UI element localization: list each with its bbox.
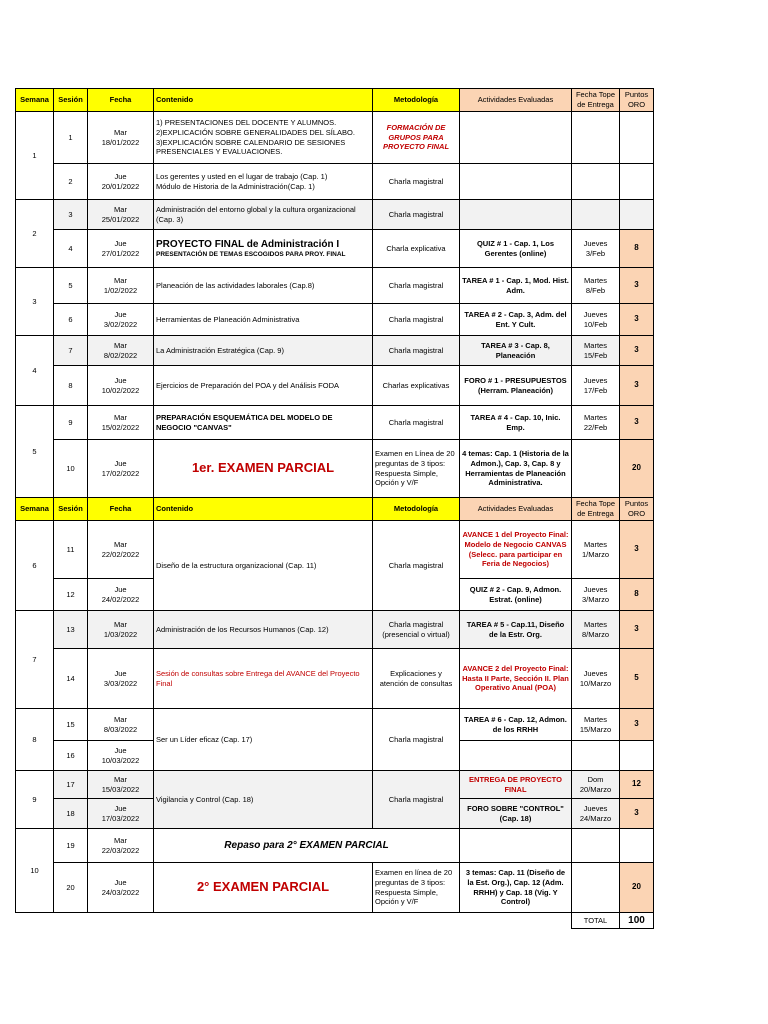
- session-points: 20: [620, 440, 654, 498]
- session-deadline: Martes 22/Feb: [572, 406, 620, 440]
- session-number: 11: [54, 521, 88, 579]
- session-date: Mar 1/03/2022: [88, 611, 154, 649]
- exam-title: 1er. EXAMEN PARCIAL: [154, 440, 373, 498]
- session-points: 3: [620, 521, 654, 579]
- session-methodology: Charla magistral: [373, 521, 460, 611]
- session-activity: TAREA # 1 - Cap. 1, Mod. Hist. Adm.: [460, 268, 572, 304]
- session-points: [620, 829, 654, 863]
- session-activity: QUIZ # 2 - Cap. 9, Admon. Estrat. (online): [460, 579, 572, 611]
- session-date: Jue 10/02/2022: [88, 366, 154, 406]
- session-number: 9: [54, 406, 88, 440]
- session-deadline: Dom 20/Marzo: [572, 771, 620, 799]
- session-deadline: [572, 164, 620, 200]
- session-points: 3: [620, 709, 654, 741]
- session-date: Jue 17/02/2022: [88, 440, 154, 498]
- session-deadline: Jueves 3/Marzo: [572, 579, 620, 611]
- session-points: 3: [620, 304, 654, 336]
- session-methodology: Charla magistral (presencial o virtual): [373, 611, 460, 649]
- session-activity: [460, 200, 572, 230]
- table-row: [16, 440, 654, 498]
- table-row: [16, 406, 654, 440]
- session-deadline: [572, 863, 620, 913]
- session-activity: [460, 112, 572, 164]
- week-cell: 4: [16, 336, 54, 406]
- table-row: [16, 336, 654, 366]
- session-deadline: Jueves 17/Feb: [572, 366, 620, 406]
- session-number: 8: [54, 366, 88, 406]
- session-content: Los gerentes y usted en el lugar de trabajo (Cap. 1) Módulo de Historia de la Administración(Cap. 1): [154, 164, 373, 200]
- header-semana: Semana: [16, 498, 54, 521]
- session-date: Mar 8/03/2022: [88, 709, 154, 741]
- session-date: Jue 3/03/2022: [88, 649, 154, 709]
- table-row: [16, 366, 654, 406]
- session-content: Vigilancia y Control (Cap. 18): [154, 771, 373, 829]
- session-activity: TAREA # 6 - Cap. 12, Admon. de los RRHH: [460, 709, 572, 741]
- session-date: Mar 22/02/2022: [88, 521, 154, 579]
- table-row: [16, 268, 654, 304]
- session-points: 3: [620, 799, 654, 829]
- week-cell: 3: [16, 268, 54, 336]
- session-methodology: Charla magistral: [373, 336, 460, 366]
- session-deadline: [572, 741, 620, 771]
- session-number: 1: [54, 112, 88, 164]
- session-points: 3: [620, 336, 654, 366]
- session-deadline: [572, 440, 620, 498]
- session-activity: FORO SOBRE "CONTROL" (Cap. 18): [460, 799, 572, 829]
- session-activity: 3 temas: Cap. 11 (Diseño de la Est. Org.), Cap. 12 (Adm. RRHH) y Cap. 18 (Vig. Y Control): [460, 863, 572, 913]
- session-content: Administración de los Recursos Humanos (Cap. 12): [154, 611, 373, 649]
- session-activity: 4 temas: Cap. 1 (Historia de la Admon.), Cap. 3, Cap. 8 y Herramientas de Planeación Administrativa.: [460, 440, 572, 498]
- week-cell: 10: [16, 829, 54, 913]
- session-content: Sesión de consultas sobre Entrega del AVANCE del Proyecto Final: [154, 649, 373, 709]
- course-schedule-table: [15, 88, 654, 929]
- header-fecha-tope: Fecha Tope de Entrega: [572, 498, 620, 521]
- table-row: [16, 649, 654, 709]
- session-content: Ejercicios de Preparación del POA y del Análisis FODA: [154, 366, 373, 406]
- total-value: 100: [620, 913, 654, 929]
- header-semana: Semana: [16, 89, 54, 112]
- header-actividades: Actividades Evaluadas: [460, 498, 572, 521]
- session-date: Mar 18/01/2022: [88, 112, 154, 164]
- session-deadline: [572, 200, 620, 230]
- week-cell: 7: [16, 611, 54, 709]
- session-points: 3: [620, 406, 654, 440]
- session-content: PROYECTO FINAL de Administración I PRESENTACIÓN DE TEMAS ESCOGIDOS PARA PROY. FINAL: [154, 230, 373, 268]
- session-activity: [460, 164, 572, 200]
- session-activity: FORO # 1 - PRESUPUESTOS (Herram. Planeación): [460, 366, 572, 406]
- session-points: 3: [620, 611, 654, 649]
- session-date: Mar 8/02/2022: [88, 336, 154, 366]
- session-date: Mar 15/02/2022: [88, 406, 154, 440]
- session-date: Jue 27/01/2022: [88, 230, 154, 268]
- session-date: Jue 24/02/2022: [88, 579, 154, 611]
- header-row: [16, 89, 654, 112]
- session-points: 20: [620, 863, 654, 913]
- session-activity: ENTREGA DE PROYECTO FINAL: [460, 771, 572, 799]
- header-metodologia: Metodología: [373, 498, 460, 521]
- session-deadline: Martes 15/Feb: [572, 336, 620, 366]
- session-date: Mar 1/02/2022: [88, 268, 154, 304]
- session-number: 16: [54, 741, 88, 771]
- table-row: [16, 112, 654, 164]
- header-contenido: Contenido: [154, 498, 373, 521]
- session-methodology: Examen en línea de 20 preguntas de 3 tipos: Respuesta Simple, Opción y V/F: [373, 863, 460, 913]
- header-puntos: Puntos ORO: [620, 89, 654, 112]
- table-row: [16, 771, 654, 799]
- session-points: [620, 741, 654, 771]
- table-row: [16, 164, 654, 200]
- exam-title: 2° EXAMEN PARCIAL: [154, 863, 373, 913]
- total-label: TOTAL: [572, 913, 620, 929]
- session-date: Mar 25/01/2022: [88, 200, 154, 230]
- header-fecha-tope: Fecha Tope de Entrega: [572, 89, 620, 112]
- session-deadline: [572, 829, 620, 863]
- session-date: Jue 17/03/2022: [88, 799, 154, 829]
- session-date: Mar 15/03/2022: [88, 771, 154, 799]
- week-cell: 6: [16, 521, 54, 611]
- session-content: Diseño de la estructura organizacional (Cap. 11): [154, 521, 373, 611]
- table-row: [16, 611, 654, 649]
- session-points: 12: [620, 771, 654, 799]
- session-date: Jue 10/03/2022: [88, 741, 154, 771]
- session-activity: TAREA # 2 - Cap. 3, Adm. del Ent. Y Cult.: [460, 304, 572, 336]
- session-number: 18: [54, 799, 88, 829]
- session-methodology: Charla magistral: [373, 406, 460, 440]
- session-methodology: Charlas explicativas: [373, 366, 460, 406]
- header-metodologia: Metodología: [373, 89, 460, 112]
- session-number: 15: [54, 709, 88, 741]
- week-cell: 5: [16, 406, 54, 498]
- review-title: Repaso para 2° EXAMEN PARCIAL: [154, 829, 460, 863]
- session-activity: [460, 741, 572, 771]
- header-actividades: Actividades Evaluadas: [460, 89, 572, 112]
- session-methodology: Charla explicativa: [373, 230, 460, 268]
- session-points: 5: [620, 649, 654, 709]
- header-row: [16, 498, 654, 521]
- table-row: [16, 709, 654, 741]
- session-activity: [460, 829, 572, 863]
- session-methodology: Explicaciones y atención de consultas: [373, 649, 460, 709]
- session-activity: QUIZ # 1 - Cap. 1, Los Gerentes (online): [460, 230, 572, 268]
- session-date: Jue 20/01/2022: [88, 164, 154, 200]
- session-number: 5: [54, 268, 88, 304]
- week-cell: 2: [16, 200, 54, 268]
- table-row: [16, 521, 654, 579]
- session-number: 2: [54, 164, 88, 200]
- session-deadline: [572, 112, 620, 164]
- session-number: 13: [54, 611, 88, 649]
- session-activity: TAREA # 3 - Cap. 8, Planeación: [460, 336, 572, 366]
- table-row: [16, 829, 654, 863]
- session-content: Herramientas de Planeación Administrativa: [154, 304, 373, 336]
- session-number: 19: [54, 829, 88, 863]
- session-deadline: Jueves 24/Marzo: [572, 799, 620, 829]
- header-sesion: Sesión: [54, 498, 88, 521]
- session-points: [620, 164, 654, 200]
- session-deadline: Martes 1/Marzo: [572, 521, 620, 579]
- session-content: PREPARACIÓN ESQUEMÁTICA DEL MODELO DE NEGOCIO "CANVAS": [154, 406, 373, 440]
- session-methodology: Charla magistral: [373, 709, 460, 771]
- table-row: [16, 200, 654, 230]
- session-methodology: Charla magistral: [373, 304, 460, 336]
- session-content: La Administración Estratégica (Cap. 9): [154, 336, 373, 366]
- session-methodology: Examen en Línea de 20 preguntas de 3 tipos: Respuesta Simple, Opción y V/F: [373, 440, 460, 498]
- header-contenido: Contenido: [154, 89, 373, 112]
- session-deadline: Jueves 10/Marzo: [572, 649, 620, 709]
- header-fecha: Fecha: [88, 89, 154, 112]
- table-row: [16, 863, 654, 913]
- session-methodology: FORMACIÓN DE GRUPOS PARA PROYECTO FINAL: [373, 112, 460, 164]
- session-content: Planeación de las actividades laborales (Cap.8): [154, 268, 373, 304]
- session-methodology: Charla magistral: [373, 200, 460, 230]
- week-cell: 9: [16, 771, 54, 829]
- session-number: 4: [54, 230, 88, 268]
- session-activity: TAREA # 5 - Cap.11, Diseño de la Estr. Org.: [460, 611, 572, 649]
- session-date: Mar 22/03/2022: [88, 829, 154, 863]
- session-points: [620, 112, 654, 164]
- session-points: 3: [620, 366, 654, 406]
- session-deadline: Jueves 10/Feb: [572, 304, 620, 336]
- session-number: 3: [54, 200, 88, 230]
- session-activity: AVANCE 1 del Proyecto Final: Modelo de Negocio CANVAS (Selecc. para participar en Feria de Negocios): [460, 521, 572, 579]
- header-fecha: Fecha: [88, 498, 154, 521]
- week-cell: 8: [16, 709, 54, 771]
- session-points: 8: [620, 230, 654, 268]
- total-row: [16, 913, 654, 929]
- session-deadline: Jueves 3/Feb: [572, 230, 620, 268]
- session-number: 17: [54, 771, 88, 799]
- session-content: 1) PRESENTACIONES DEL DOCENTE Y ALUMNOS. 2)EXPLICACIÓN SOBRE GENERALIDADES DEL SÍLABO. 3)EXPLICACIÓN SOBRE CALENDARIO DE SESIONES PRESENCIALES Y EVALUACIONES.: [154, 112, 373, 164]
- table-row: [16, 304, 654, 336]
- session-deadline: Martes 8/Feb: [572, 268, 620, 304]
- session-methodology: Charla magistral: [373, 771, 460, 829]
- session-points: 8: [620, 579, 654, 611]
- session-methodology: Charla magistral: [373, 268, 460, 304]
- session-content: Ser un Líder eficaz (Cap. 17): [154, 709, 373, 771]
- session-number: 14: [54, 649, 88, 709]
- session-number: 12: [54, 579, 88, 611]
- session-date: Jue 3/02/2022: [88, 304, 154, 336]
- session-number: 6: [54, 304, 88, 336]
- session-activity: AVANCE 2 del Proyecto Final: Hasta II Parte, Sección II. Plan Operativo Anual (POA): [460, 649, 572, 709]
- header-sesion: Sesión: [54, 89, 88, 112]
- session-number: 10: [54, 440, 88, 498]
- session-deadline: Martes 15/Marzo: [572, 709, 620, 741]
- table-row: [16, 230, 654, 268]
- session-points: 3: [620, 268, 654, 304]
- session-content: Administración del entorno global y la cultura organizacional (Cap. 3): [154, 200, 373, 230]
- session-number: 20: [54, 863, 88, 913]
- session-points: [620, 200, 654, 230]
- session-number: 7: [54, 336, 88, 366]
- header-puntos: Puntos ORO: [620, 498, 654, 521]
- session-methodology: Charla magistral: [373, 164, 460, 200]
- session-date: Jue 24/03/2022: [88, 863, 154, 913]
- week-cell: 1: [16, 112, 54, 200]
- session-activity: TAREA # 4 - Cap. 10, Inic. Emp.: [460, 406, 572, 440]
- session-deadline: Martes 8/Marzo: [572, 611, 620, 649]
